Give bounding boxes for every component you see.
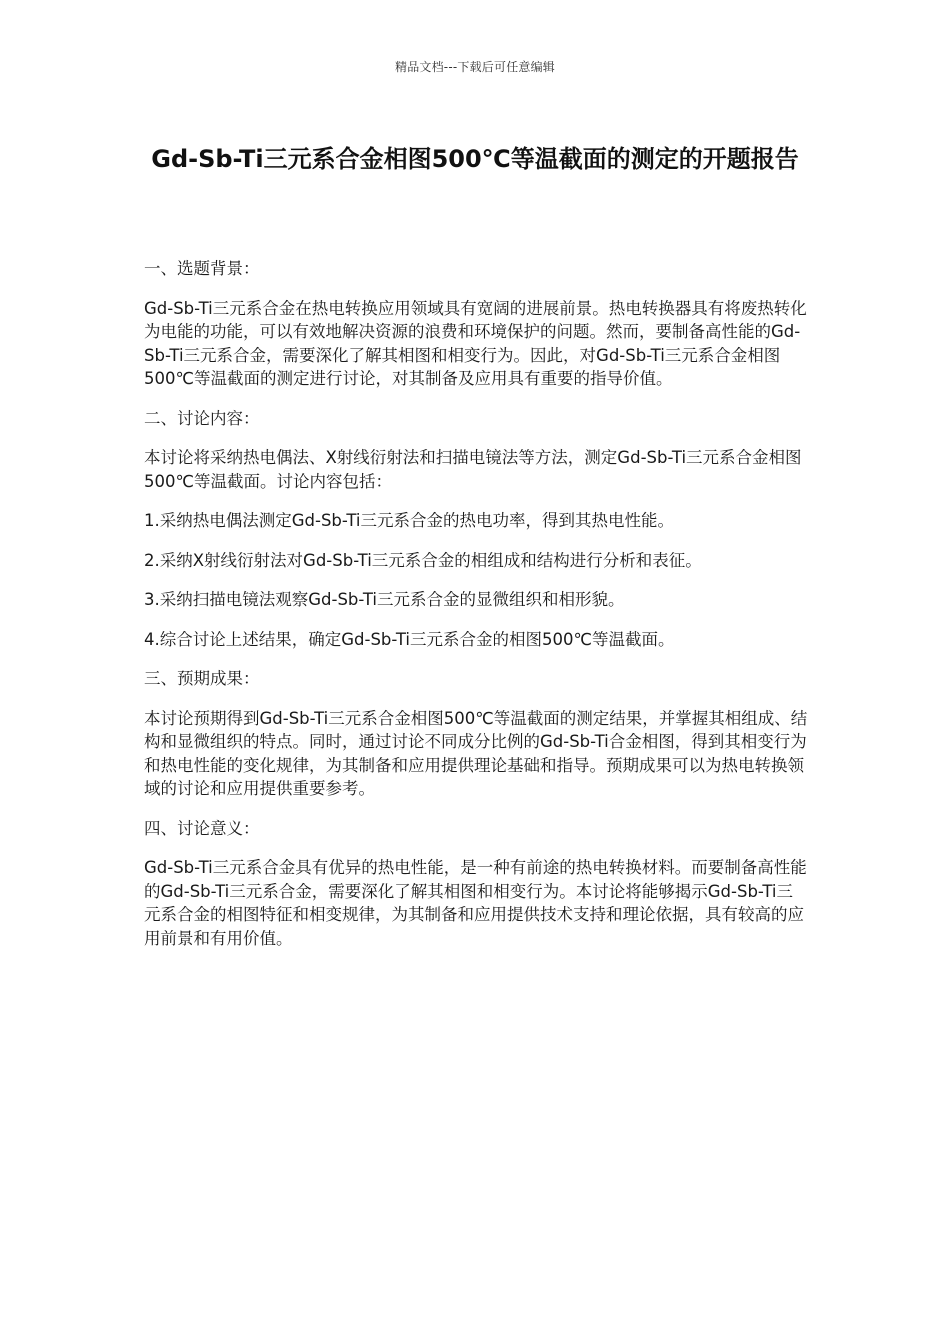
section-heading-content: 二、讨论内容：	[144, 408, 260, 428]
section-heading-significance: 四、讨论意义：	[144, 818, 260, 838]
header-note: 精品文档---下载后可任意编辑	[395, 60, 555, 74]
document-body	[144, 257, 809, 966]
section-heading-background: 一、选题背景：	[144, 259, 260, 278]
list-item-2: 2.采纳X射线衍射法对Gd-Sb-Ti三元系合金的相组成和结构进行分析和表征。	[144, 550, 702, 570]
list-item-1: 1.采纳热电偶法测定Gd-Sb-Ti三元系合金的热电功率，得到其热电性能。	[144, 511, 674, 530]
document-title: Gd-Sb-Ti三元系合金相图500℃等温截面的测定的开题报告	[151, 145, 799, 173]
list-item-4: 4.综合讨论上述结果，确定Gd-Sb-Ti三元系合金的相图500℃等温截面。	[144, 629, 675, 649]
section-heading-results: 三、预期成果：	[144, 669, 260, 688]
paragraph-results: 本讨论预期得到Gd-Sb-Ti三元系合金相图500℃等温截面的测定结果，并掌握其相组成、结构和显微组织的特点。同时，通过讨论不同成分比例的Gd-Sb-Ti合金相图，得到其相变行为和热电性能的变化规律，为其制备和应用提供理论基础和指导。预期成果可以为热电转换领域的讨论和应用提供重要参考。	[144, 708, 808, 798]
paragraph-significance: Gd-Sb-Ti三元系合金具有优异的热电性能，是一种有前途的热电转换材料。而要制备高性能的Gd-Sb-Ti三元系合金，需要深化了解其相图和相变行为。本讨论将能够揭示Gd-Sb-Ti三元系合金的相图特征和相变规律，为其制备和应用提供技术支持和理论依据，具有较高的应用前景和有用价值。	[144, 858, 807, 948]
paragraph-content-intro: 本讨论将采纳热电偶法、X射线衍射法和扫描电镜法等方法，测定Gd-Sb-Ti三元系合金相图500℃等温截面。讨论内容包括：	[144, 448, 802, 491]
list-item-3: 3.采纳扫描电镜法观察Gd-Sb-Ti三元系合金的显微组织和相形貌。	[144, 590, 625, 609]
paragraph-background: Gd-Sb-Ti三元系合金在热电转换应用领域具有宽阔的进展前景。热电转换器具有将废热转化为电能的功能，可以有效地解决资源的浪费和环境保护的问题。然而，要制备高性能的Gd-Sb-Ti三元系合金，需要深化了解其相图和相变行为。因此，对Gd-Sb-Ti三元系合金相图500℃等温截面的测定进行讨论，对其制备及应用具有重要的指导价值。	[144, 298, 807, 388]
